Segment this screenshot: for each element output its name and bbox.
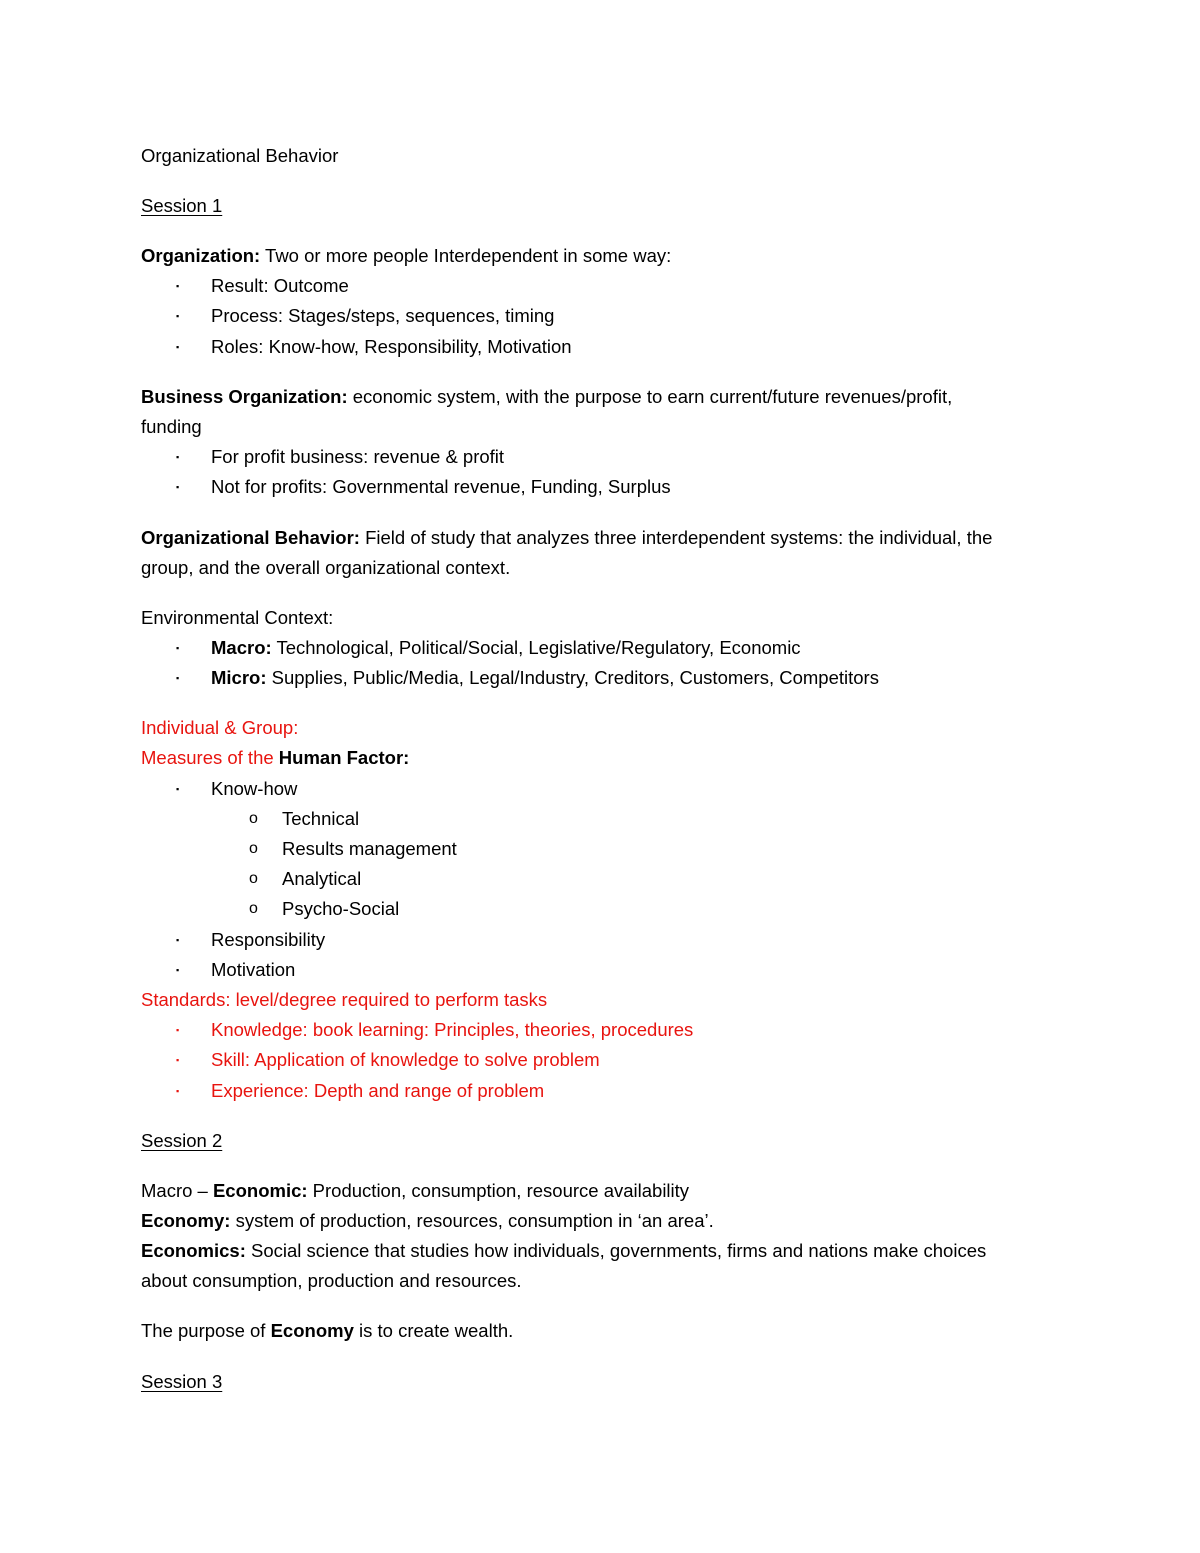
session-1-heading (141, 191, 1100, 221)
sub-list-item: Technical (282, 808, 360, 829)
ob-def: Field of study that analyzes three interdependent systems: the individual, the (359, 527, 993, 548)
economics-term: Economics: (141, 1240, 246, 1261)
economic-term: Economic: (212, 1180, 308, 1201)
measures-prefix: Measures of the (141, 747, 279, 768)
list-item: For profit business: revenue & profit (211, 446, 505, 467)
bullet-icon: ▪ (176, 311, 180, 321)
list-item: Motivation (211, 959, 296, 980)
list-item: Not for profits: Governmental revenue, Funding, Surplus (211, 476, 671, 497)
micro-def: Supplies, Public/Media, Legal/Industry, Creditors, Customers, Competitors (266, 667, 879, 688)
document-title: Organizational Behavior (141, 145, 339, 166)
economics-def: Social science that studies how individuals, governments, firms and nations make choices (245, 1240, 987, 1261)
bullet-icon: ▪ (176, 965, 180, 975)
human-factor-term: Human Factor: (278, 747, 410, 768)
session-1-label: Session 1 (141, 195, 223, 216)
business-organization-def-cont: funding (141, 416, 202, 437)
bullet-icon: ▪ (176, 673, 180, 683)
bullet-icon: ▪ (176, 452, 180, 462)
economics-definition (141, 1236, 1100, 1266)
sub-bullet-icon: o (249, 870, 258, 887)
bullet-icon: ▪ (176, 935, 180, 945)
session-3-heading (141, 1367, 1100, 1397)
macro-item (211, 633, 801, 663)
sub-bullet-icon: o (249, 900, 258, 917)
purpose-suffix: is to create wealth. (353, 1320, 514, 1341)
list-item: Skill: Application of knowledge to solve problem (211, 1049, 600, 1070)
bullet-icon: ▪ (176, 643, 180, 653)
macro-econ-prefix: Macro – (141, 1180, 213, 1201)
purpose-prefix: The purpose of (141, 1320, 271, 1341)
ob-definition (141, 523, 1100, 553)
economy-purpose (141, 1316, 1100, 1346)
ob-def-cont: group, and the overall organizational context. (141, 557, 511, 578)
business-organization-def: economic system, with the purpose to earn current/future revenues/profit, (347, 386, 953, 407)
bullet-icon: ▪ (176, 1055, 180, 1065)
economy-definition (141, 1206, 1100, 1236)
bullet-icon: ▪ (176, 482, 180, 492)
session-2-heading (141, 1126, 1100, 1156)
list-item: Roles: Know-how, Responsibility, Motivation (211, 336, 572, 357)
list-item: Knowledge: book learning: Principles, theories, procedures (211, 1019, 694, 1040)
economics-def-cont: about consumption, production and resources. (141, 1270, 522, 1291)
economy-def: system of production, resources, consumption in ‘an area’. (230, 1210, 714, 1231)
list-item: Know-how (211, 778, 298, 799)
organization-term: Organization: (141, 245, 261, 266)
bullet-icon: ▪ (176, 784, 180, 794)
organization-def: Two or more people Interdependent in some way: (260, 245, 672, 266)
ob-term: Organizational Behavior: (141, 527, 360, 548)
human-factor-heading (141, 743, 1100, 773)
sub-bullet-icon: o (249, 810, 258, 827)
environmental-context-heading: Environmental Context: (141, 607, 334, 628)
list-item: Responsibility (211, 929, 326, 950)
sub-list-item: Psycho-Social (282, 898, 400, 919)
economy-term: Economy: (141, 1210, 231, 1231)
bullet-icon: ▪ (176, 342, 180, 352)
list-item: Process: Stages/steps, sequences, timing (211, 305, 555, 326)
micro-item (211, 663, 879, 693)
sub-list-item: Results management (282, 838, 457, 859)
sub-bullet-icon: o (249, 840, 258, 857)
business-organization-term: Business Organization: (141, 386, 348, 407)
list-item: Result: Outcome (211, 275, 349, 296)
bullet-icon: ▪ (176, 281, 180, 291)
standards-heading: Standards: level/degree required to perform tasks (141, 989, 548, 1010)
individual-group-heading: Individual & Group: (141, 717, 299, 738)
macro-economic-line (141, 1176, 1100, 1206)
bullet-icon: ▪ (176, 1086, 180, 1096)
session-2-label: Session 2 (141, 1130, 223, 1151)
economic-def: Production, consumption, resource availability (307, 1180, 690, 1201)
sub-list-item: Analytical (282, 868, 362, 889)
micro-term: Micro: (211, 667, 267, 688)
macro-term: Macro: (211, 637, 272, 658)
macro-def: Technological, Political/Social, Legislative/Regulatory, Economic (271, 637, 801, 658)
business-organization-definition (141, 382, 1100, 412)
list-item: Experience: Depth and range of problem (211, 1080, 545, 1101)
organization-definition (141, 241, 1100, 271)
bullet-icon: ▪ (176, 1025, 180, 1035)
purpose-term: Economy (270, 1320, 354, 1341)
session-3-label: Session 3 (141, 1371, 223, 1392)
